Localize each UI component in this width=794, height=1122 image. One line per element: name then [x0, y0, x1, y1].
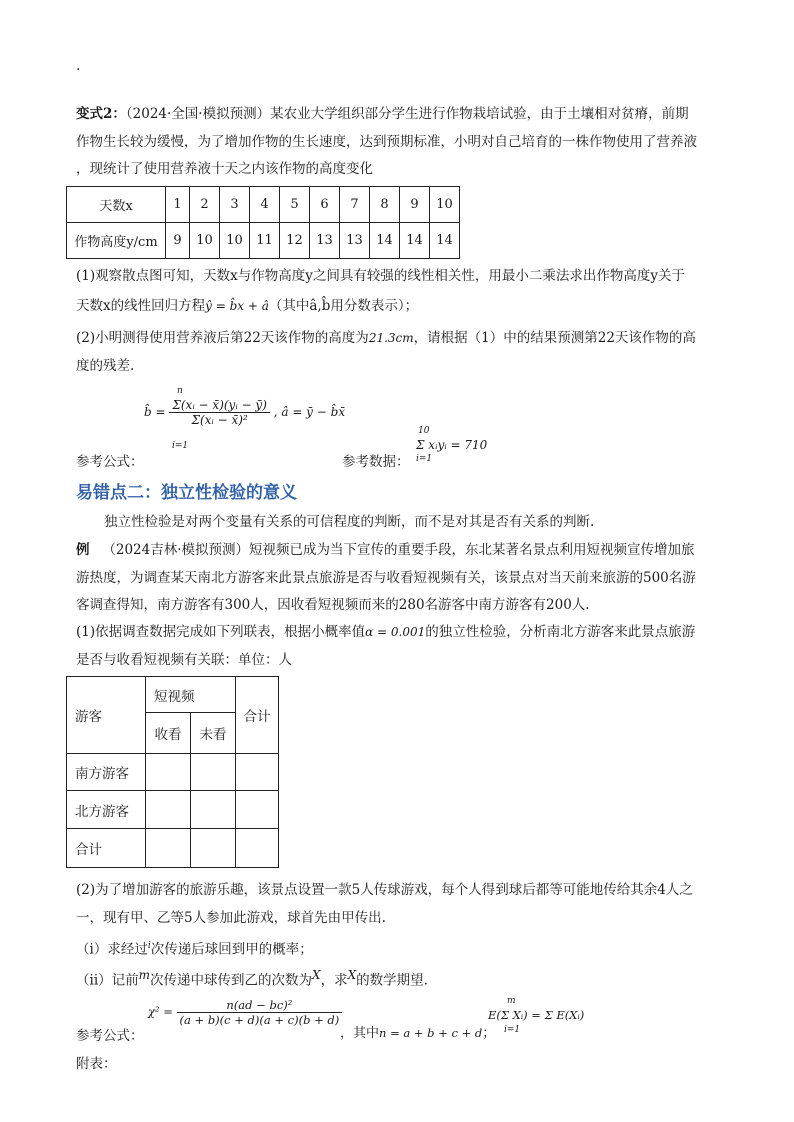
table-cell: 10	[190, 223, 220, 259]
formula-numerator: Σ(xᵢ − x̄)(yᵢ − ȳ)	[169, 398, 270, 413]
page-dot: .	[76, 58, 81, 74]
header-total: 合计	[236, 677, 279, 754]
variant-line-1: 变式2：（2024·全国·模拟预测）某农业大学组织部分学生进行作物栽培试验，由于土壤相对贫瘠，前期	[76, 106, 689, 122]
q2-line-1: (2)小明测得使用营养液后第22天该作物的高度为21.3cm，请根据（1）中的结果预测第22天该作物的高	[76, 330, 696, 346]
header-not-watched: 未看	[191, 713, 236, 754]
example-line-3: 客调查得知，南方游客有300人，因收看短视频而来的280名游客中南方游客有200人.	[76, 597, 590, 613]
data-label: 参考数据：	[342, 454, 410, 470]
variant-line-2: 作物生长较为缓慢，为了增加作物的生长速度，达到预期标准，小明对自己培育的一株作物使用了营养液	[76, 134, 697, 150]
table-cell[interactable]	[191, 754, 236, 791]
chi-square-formula: χ² = $\frac{\text{n(ad − bc)²}}{(a + b)(c + d)(a + c)(b + d)}$	[148, 998, 342, 1027]
data-sup: 10	[418, 426, 430, 436]
table-cell[interactable]	[236, 754, 279, 791]
table-cell: 9	[166, 223, 190, 259]
row-north: 北方游客	[67, 791, 146, 829]
section-title: 易错点二：独立性检验的意义	[76, 483, 297, 503]
formula-denominator: Σ(xᵢ − x̄)²	[191, 413, 248, 427]
table-cell: 2	[190, 187, 220, 223]
header-short-video: 短视频	[146, 677, 236, 713]
contingency-table	[66, 676, 279, 868]
sum-sup: n	[177, 386, 183, 396]
row-south: 南方游客	[67, 754, 146, 791]
table-cell: 9	[400, 187, 430, 223]
q2-line-2: 度的残差.	[76, 358, 135, 374]
table-cell: 11	[250, 223, 280, 259]
row-sum: 合计	[67, 829, 146, 868]
table-row-label: 天数x	[67, 187, 166, 223]
example-q1-line-2: 是否与收看短视频有关联：单位：人	[76, 652, 292, 668]
table-cell[interactable]	[191, 791, 236, 829]
example-q2-ii: （ii）记前m次传递中球传到乙的次数为X，求X的数学期望.	[76, 968, 428, 989]
table-cell: 10	[430, 187, 460, 223]
alpha-value: α = 0.001	[365, 625, 426, 639]
table-cell: 12	[280, 223, 310, 259]
table-cell[interactable]	[146, 829, 191, 868]
example-q2-line-2: 一，现有甲、乙等5人参加此游戏，球首先由甲传出.	[76, 910, 386, 926]
table-cell: 3	[220, 187, 250, 223]
variant-line-3: ，现统计了使用营养液十天之内该作物的高度变化	[76, 161, 373, 177]
example-line-2: 游热度，为调查某天南北方游客来此景点旅游是否与收看短视频有关，该景点对当天前来旅游的500名游	[76, 570, 696, 586]
table-row-label: 作物高度y/cm	[67, 223, 166, 259]
height-value: 21.3cm	[368, 331, 414, 345]
table-cell: 13	[340, 223, 370, 259]
table-cell: 7	[340, 187, 370, 223]
table-cell: 14	[400, 223, 430, 259]
table-cell: 14	[430, 223, 460, 259]
table-cell: 13	[310, 223, 340, 259]
a-hat-formula: , â = ȳ − b̂x̄	[273, 405, 346, 419]
variant-label: 变式2：	[76, 106, 126, 122]
table-cell: 14	[370, 223, 400, 259]
appendix-label: 附表：	[76, 1056, 117, 1072]
growth-table	[66, 186, 460, 259]
b-hat-formula: b̂ = $\frac{\text{Σ(xᵢ − x̄)(yᵢ − ȳ)}}{\text{Σ(xᵢ − x̄)²}}$ , â = ȳ − b̂x̄	[144, 398, 346, 427]
example-q2-i: （i）求经过$^i$次传递后球回到甲的概率；	[76, 941, 313, 958]
chi-numerator: n(ad − bc)²	[177, 998, 343, 1013]
q1-line-2: 天数x的线性回归方程ŷ = b̂x + â（其中â,b̂用分数表示）；	[76, 298, 419, 314]
example-formula-label: 参考公式：	[76, 1028, 144, 1044]
exp-sub: i=1	[504, 1025, 521, 1035]
expectation-formula: E(Σ Xᵢ) = Σ E(Xᵢ)	[488, 1008, 585, 1022]
table-cell[interactable]	[236, 829, 279, 868]
example-q1-line-1: (1)依据调查数据完成如下列联表，根据小概率值α = 0.001的独立性检验，分析南北方游客来此景点旅游	[76, 624, 696, 640]
chi-denominator: (a + b)(c + d)(a + c)(b + d)	[179, 1013, 340, 1027]
sum-sub: i=1	[172, 441, 189, 451]
table-cell: 1	[166, 187, 190, 223]
table-cell[interactable]	[146, 791, 191, 829]
exp-sup: m	[507, 996, 516, 1006]
q1-line-1: (1)观察散点图可知，天数x与作物高度y之间具有较强的线性相关性，用最小二乘法求出作物高度y关于	[76, 268, 685, 284]
example-q2-line-1: (2)为了增加游客的旅游乐趣，该景点设置一款5人传球游戏，每个人得到球后都等可能地传给其余4人之	[76, 882, 693, 898]
example-label: 例	[76, 542, 90, 558]
table-cell: 4	[250, 187, 280, 223]
header-watched: 收看	[146, 713, 191, 754]
table-cell[interactable]	[191, 829, 236, 868]
table-cell[interactable]	[146, 754, 191, 791]
formula-label: 参考公式：	[76, 454, 144, 470]
data-equation: Σ xᵢyᵢ = 710	[416, 438, 488, 452]
table-cell[interactable]	[236, 791, 279, 829]
section-intro: 独立性检验是对两个变量有关系的可信程度的判断，而不是对其是否有关系的判断.	[104, 514, 595, 530]
table-cell: 6	[310, 187, 340, 223]
header-tourist: 游客	[67, 677, 146, 754]
example-line-1: 例 （2024吉林·模拟预测）短视频已成为当下宣传的重要手段，东北某著名景点利用短视频宣传增加旅	[76, 542, 695, 558]
table-cell: 10	[220, 223, 250, 259]
where-clause: ，其中n = a + b + c + d；	[340, 1026, 496, 1041]
data-sub: i=1	[416, 454, 433, 464]
table-cell: 8	[370, 187, 400, 223]
regression-equation: ŷ = b̂x + â	[205, 299, 269, 313]
table-cell: 5	[280, 187, 310, 223]
